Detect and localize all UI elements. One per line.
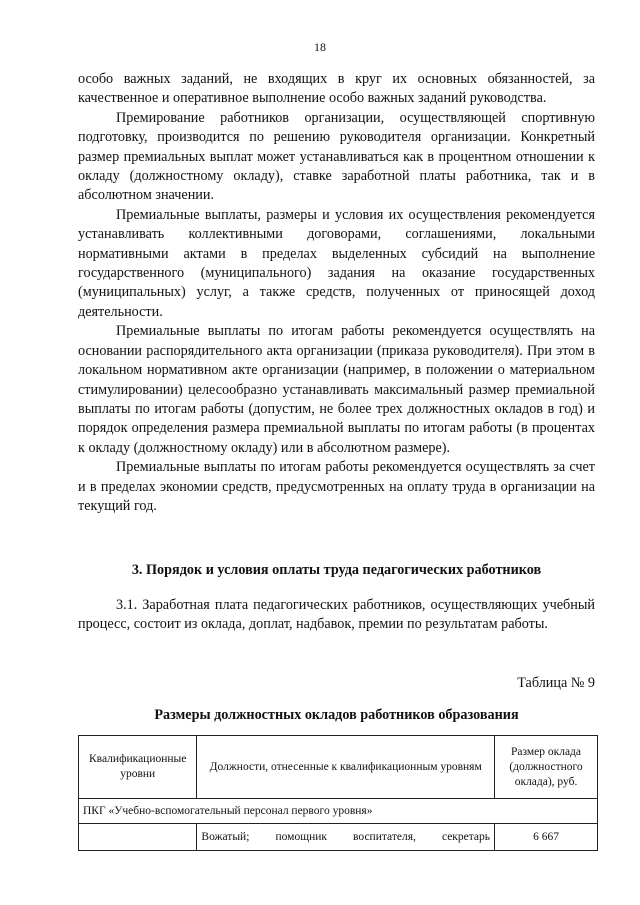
section-title: 3. Порядок и условия оплаты труда педагогических работников bbox=[131, 562, 542, 578]
paragraph-4: Премиальные выплаты по итогам работы рекомендуется осуществлять на основании распорядительного акта организации (приказа руководителя). При этом в локальном нормативном акте организации (например, в положении о материальном стимулировании) целесообразно устанавливать максимальный размер премиальной выплаты по итогам работы (допустим, не более трех должностных окладов в год) и порядок определения размера премиальной выплаты по итогам работы (в процентах к окладу (должностному окладу) или в абсолютном размере). bbox=[78, 323, 595, 456]
section-paragraph-wrap bbox=[78, 596, 595, 635]
salary-table-wrap bbox=[78, 735, 598, 851]
header-positions: Должности, отнесенные к квалификационным уровням bbox=[197, 736, 495, 799]
header-salary: Размер оклада (должностного оклада), руб. bbox=[495, 736, 598, 799]
header-levels: Квалификационные уровни bbox=[79, 736, 197, 799]
table-group-row bbox=[79, 799, 598, 824]
paragraph-1: особо важных заданий, не входящих в круг их основных обязанностей, за качественное и оперативное выполнение особо важных заданий руководства. bbox=[78, 71, 595, 107]
body-text bbox=[78, 70, 595, 516]
section-paragraph: 3.1. Заработная плата педагогических работников, осуществляющих учебный процесс, состоит из оклада, доплат, надбавок, премии по результатам работы. bbox=[78, 597, 595, 633]
paragraph-2: Премирование работников организации, осуществляющей спортивную подготовку, производится по решению руководителя организации. Конкретный размер премиальных выплат может устанавливаться как в процентном отношении к окладу (должностному окладу), ставке заработной платы работника, так и в абсолютном значении. bbox=[78, 109, 595, 204]
page-number: 18 bbox=[314, 40, 326, 54]
table-label: Таблица № 9 bbox=[517, 675, 595, 691]
cell-positions: Вожатый; помощник воспитателя, секретарь bbox=[197, 824, 495, 851]
cell-salary: 6 667 bbox=[495, 824, 598, 851]
salary-table bbox=[78, 735, 598, 851]
table-title: Размеры должностных окладов работников образования bbox=[154, 707, 519, 723]
table-row bbox=[79, 824, 598, 851]
table-header-row bbox=[79, 736, 598, 799]
cell-level bbox=[79, 824, 197, 851]
group-label: ПКГ «Учебно-вспомогательный персонал первого уровня» bbox=[79, 799, 598, 824]
paragraph-3: Премиальные выплаты, размеры и условия их осуществления рекомендуется устанавливать коллективными договорами, соглашениями, локальными нормативными актами в пределах выделенных субсидий на выполнение государственного (муниципального) задания на оказание государственных (муниципальных) услуг, а также средств, полученных от приносящей доход деятельности. bbox=[78, 206, 595, 320]
paragraph-5: Премиальные выплаты по итогам работы рекомендуется осуществлять за счет и в пределах экономии средств, предусмотренных на оплату труда в организации на текущий год. bbox=[78, 459, 595, 514]
